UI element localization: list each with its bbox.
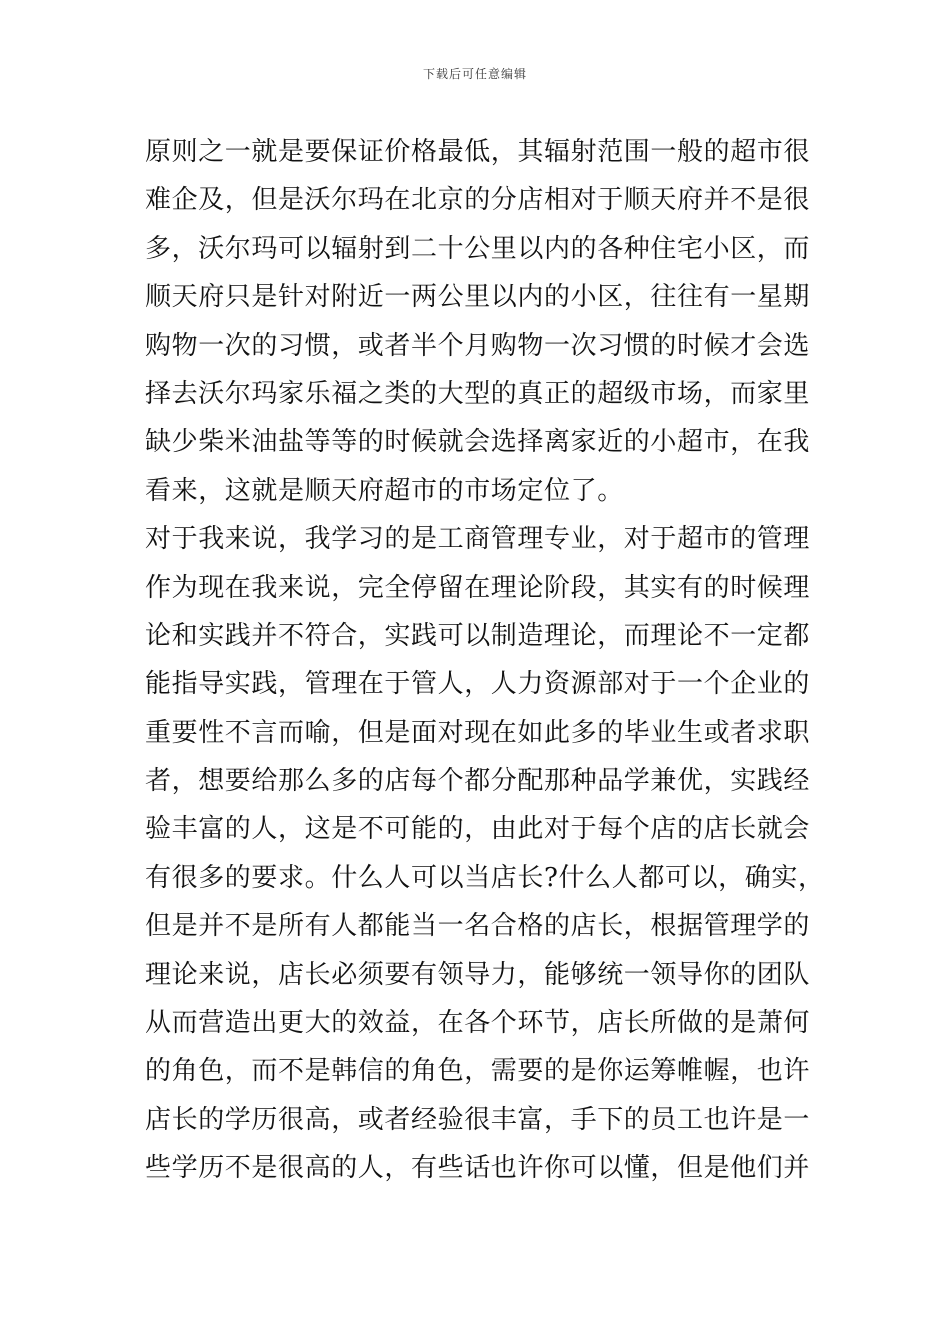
text-line: 能指导实践，管理在于管人，人力资源部对于一个企业的 (145, 669, 811, 700)
text-line: 理论来说，店长必须要有领导力，能够统一领导你的团队 (145, 959, 811, 990)
text-line: 多，沃尔玛可以辐射到二十公里以内的各种住宅小区，而 (145, 233, 811, 264)
text-line: 者，想要给那么多的店每个都分配那种品学兼优，实践经 (145, 766, 811, 797)
text-line: 验丰富的人，这是不可能的，由此对于每个店的店长就会 (145, 814, 811, 845)
text-line: 店长的学历很高，或者经验很丰富，手下的员工也许是一 (145, 1104, 811, 1135)
text-line: 作为现在我来说，完全停留在理论阶段，其实有的时候理 (145, 572, 811, 603)
text-line: 的角色，而不是韩信的角色，需要的是你运筹帷幄，也许 (145, 1056, 811, 1087)
text-line: 有很多的要求。什么人可以当店长?什么人都可以，确实， (145, 862, 825, 893)
text-line: 些学历不是很高的人，有些话也许你可以懂，但是他们并 (145, 1153, 811, 1184)
text-line: 从而营造出更大的效益，在各个环节，店长所做的是萧何 (145, 1008, 811, 1039)
text-line: 论和实践并不符合，实践可以制造理论，而理论不一定都 (145, 620, 811, 651)
text-line: 原则之一就是要保证价格最低，其辐射范围一般的超市很 (145, 137, 811, 167)
text-line: 购物一次的习惯，或者半个月购物一次习惯的时候才会选 (145, 330, 811, 361)
text-line: 顺天府只是针对附近一两公里以内的小区，往往有一星期 (145, 282, 811, 313)
text-line: 重要性不言而喻，但是面对现在如此多的毕业生或者求职 (145, 717, 811, 748)
document-body (145, 128, 825, 1193)
text-line: 择去沃尔玛家乐福之类的大型的真正的超级市场，而家里 (145, 378, 811, 409)
text-line: 难企及，但是沃尔玛在北京的分店相对于顺天府并不是很 (145, 185, 811, 216)
text-line: 看来，这就是顺天府超市的市场定位了。 (145, 475, 624, 506)
page-header: 下载后可任意编辑 (422, 67, 527, 81)
text-line: 缺少柴米油盐等等的时候就会选择离家近的小超市，在我 (145, 427, 811, 458)
text-line: 但是并不是所有人都能当一名合格的店长，根据管理学的 (145, 911, 811, 942)
text-line: 对于我来说，我学习的是工商管理专业，对于超市的管理 (145, 524, 811, 555)
